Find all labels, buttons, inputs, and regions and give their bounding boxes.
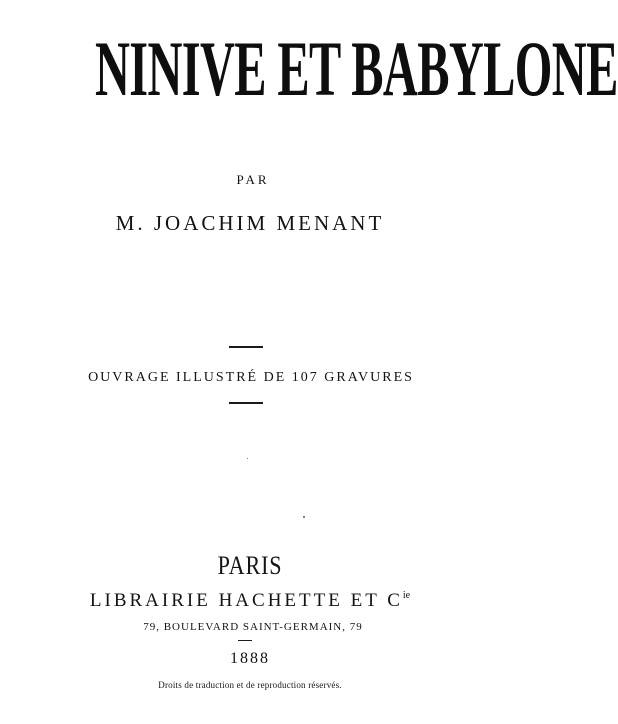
book-title: NINIVE ET BABYLONE	[95, 25, 618, 112]
divider-rule-middle	[229, 402, 263, 404]
publication-year: 1888	[230, 650, 270, 667]
divider-rule-top	[229, 346, 263, 348]
author-name: M. JOACHIM MENANT	[115, 211, 385, 235]
publisher-superscript: ie	[402, 590, 411, 601]
paper-speck	[303, 516, 305, 518]
divider-rule-bottom	[238, 640, 252, 641]
publisher-main-text: LIBRAIRIE HACHETTE ET C	[89, 590, 403, 611]
publisher-name	[0, 591, 500, 610]
by-label: PAR	[236, 172, 270, 187]
illustration-note: OUVRAGE ILLUSTRÉ DE 107 GRAVURES	[88, 370, 414, 385]
publication-city: PARIS	[217, 551, 283, 580]
publisher-address: 79, BOULEVARD SAINT-GERMAIN, 79	[143, 621, 363, 633]
paper-speck	[247, 458, 248, 459]
rights-notice: Droits de traduction et de reproduction réservés.	[158, 680, 342, 690]
